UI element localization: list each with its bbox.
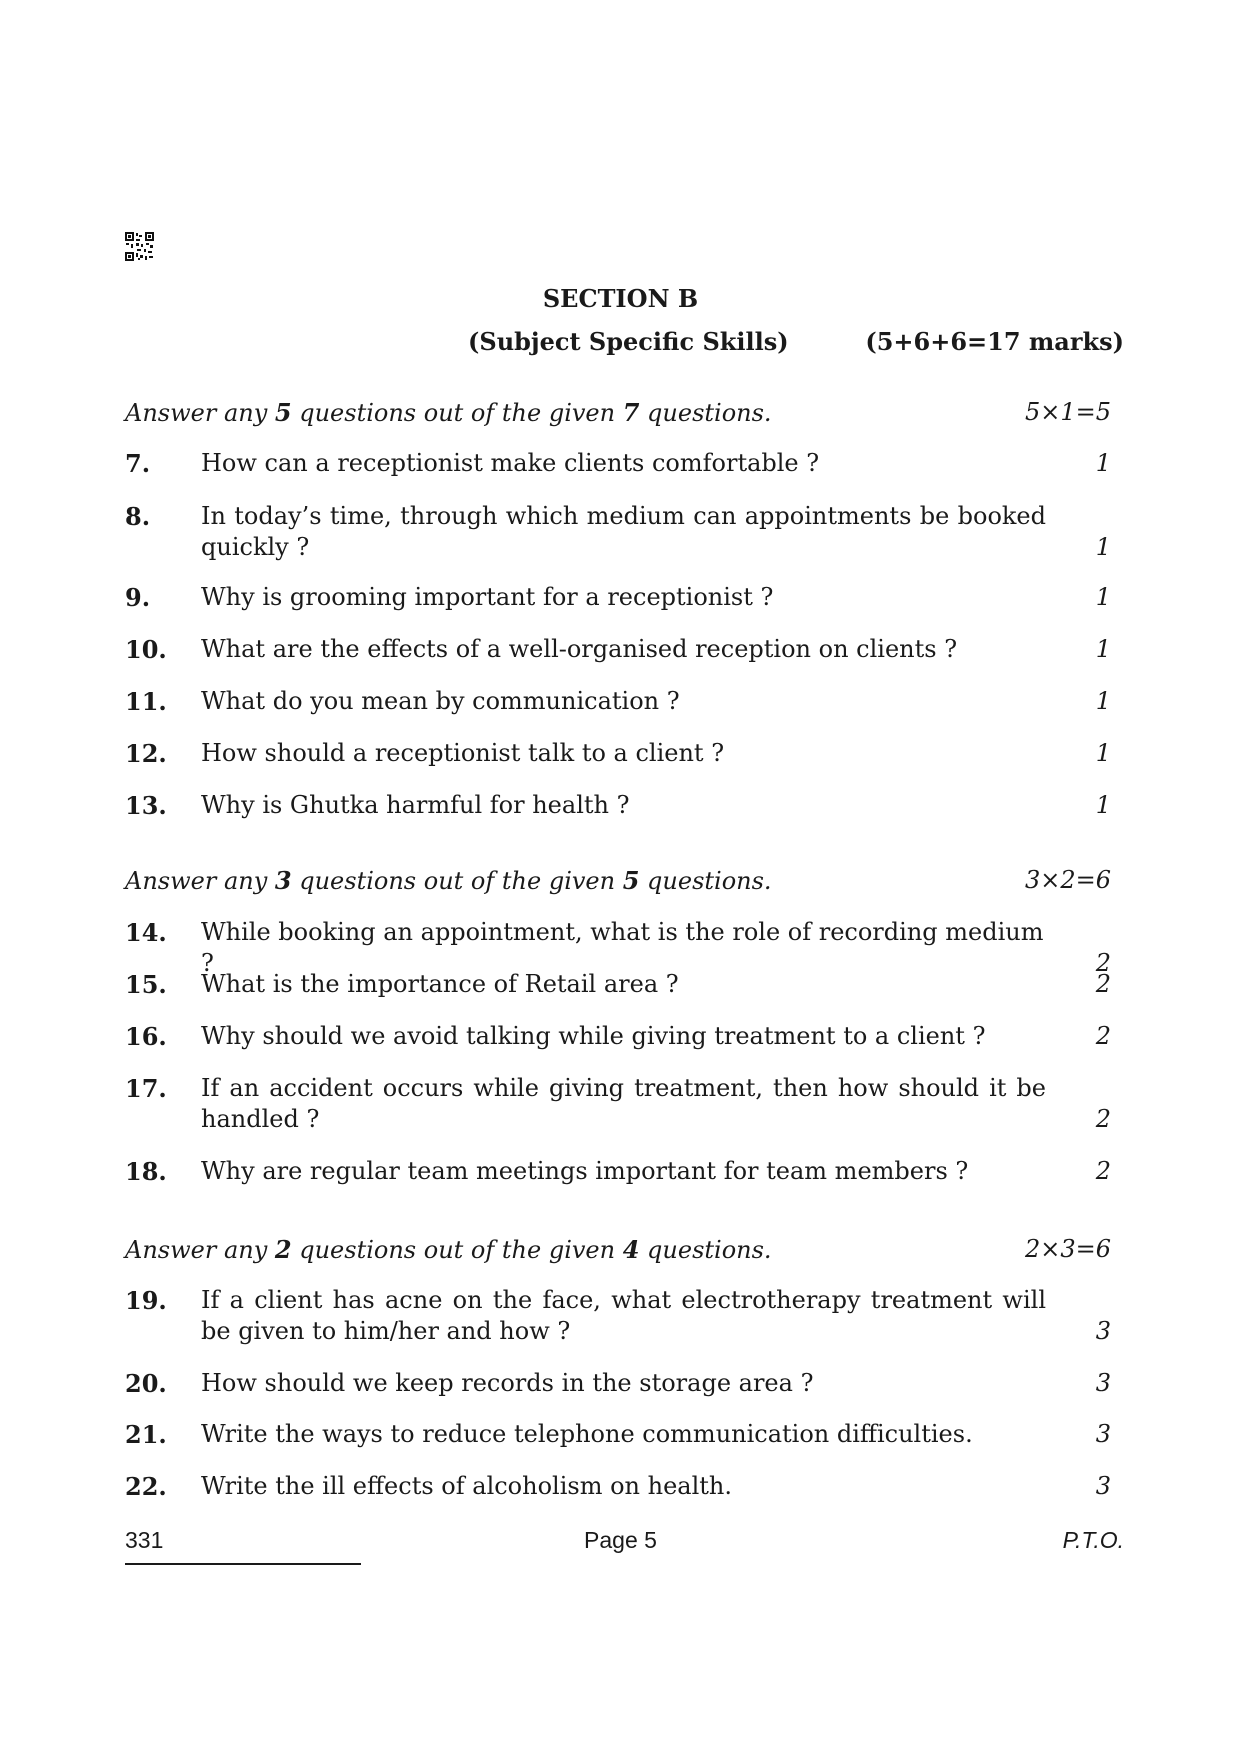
question-text: What is the importance of Retail area ?: [201, 970, 679, 998]
question-number: 21.: [125, 1420, 167, 1449]
section-marks: (5+6+6=17 marks): [865, 327, 1124, 356]
question-number: 19.: [125, 1286, 167, 1315]
question-number: 14.: [125, 918, 167, 947]
question-item: [125, 448, 1111, 479]
question-number: 8.: [125, 502, 151, 531]
question-item: [125, 969, 1111, 1000]
question-mark: 1: [1095, 791, 1111, 819]
question-mark: 2: [1095, 970, 1111, 998]
section-title: SECTION B: [542, 284, 699, 313]
section-subtitle: (Subject Specific Skills): [468, 327, 789, 356]
question-item: [125, 1471, 1111, 1502]
instruction-text: Answer any 3 questions out of the given 5 questions.: [125, 866, 772, 895]
question-mark: 2: [1095, 949, 1111, 977]
question-text: Why should we avoid talking while giving treatment to a client ?: [201, 1022, 986, 1050]
question-mark: 1: [1095, 687, 1111, 715]
question-item: [125, 1073, 1111, 1135]
question-item: [125, 1021, 1111, 1052]
question-number: 11.: [125, 687, 167, 716]
instruction-marks: 2×3=6: [1024, 1235, 1111, 1263]
question-number: 10.: [125, 635, 167, 664]
question-text: What are the effects of a well-organised reception on clients ?: [201, 635, 958, 663]
question-text: If a client has acne on the face, what electrotherapy treatment will be given to him/her and how ?: [201, 1286, 1046, 1345]
question-mark: 1: [1095, 533, 1111, 561]
question-mark: 3: [1095, 1420, 1111, 1448]
question-item: [125, 790, 1111, 821]
question-number: 12.: [125, 739, 167, 768]
question-mark: 2: [1095, 1105, 1111, 1133]
question-item: [125, 1368, 1111, 1399]
code-underline: [125, 1563, 361, 1565]
qr-code-icon: [125, 232, 154, 261]
instruction-marks: 3×2=6: [1024, 866, 1111, 894]
page-number: Page 5: [584, 1527, 657, 1553]
question-mark: 2: [1095, 1022, 1111, 1050]
question-text: If an accident occurs while giving treatment, then how should it be handled ?: [201, 1074, 1046, 1133]
question-mark: 1: [1095, 449, 1111, 477]
question-number: 13.: [125, 791, 167, 820]
question-item: [125, 634, 1111, 665]
question-text: Why is grooming important for a receptionist ?: [201, 583, 774, 611]
question-number: 16.: [125, 1022, 167, 1051]
question-number: 20.: [125, 1369, 167, 1398]
question-mark: 3: [1095, 1317, 1111, 1345]
question-item: [125, 501, 1111, 563]
pto-label: P.T.O.: [1062, 1527, 1124, 1553]
question-number: 18.: [125, 1157, 167, 1186]
question-text: Why is Ghutka harmful for health ?: [201, 791, 630, 819]
question-text: How should we keep records in the storage area ?: [201, 1369, 814, 1397]
question-number: 7.: [125, 449, 151, 478]
question-item: [125, 1156, 1111, 1187]
question-text: How should a receptionist talk to a client ?: [201, 739, 725, 767]
question-mark: 2: [1095, 1157, 1111, 1185]
question-text: While booking an appointment, what is the role of recording medium ?: [201, 918, 1044, 977]
question-item: [125, 738, 1111, 769]
question-number: 15.: [125, 970, 167, 999]
paper-code: 331: [125, 1527, 164, 1553]
question-mark: 3: [1095, 1369, 1111, 1397]
question-mark: 1: [1095, 635, 1111, 663]
question-number: 9.: [125, 583, 151, 612]
question-text: How can a receptionist make clients comfortable ?: [201, 449, 820, 477]
instruction-group-2: [125, 866, 1111, 895]
instruction-group-3: [125, 1235, 1111, 1264]
instruction-marks: 5×1=5: [1024, 398, 1111, 426]
question-mark: 1: [1095, 583, 1111, 611]
question-mark: 3: [1095, 1472, 1111, 1500]
question-item: [125, 582, 1111, 613]
question-item: [125, 1285, 1111, 1347]
instruction-group-1: [125, 398, 1111, 427]
question-mark: 1: [1095, 739, 1111, 767]
question-text: What do you mean by communication ?: [201, 687, 680, 715]
question-item: [125, 686, 1111, 717]
instruction-text: Answer any 5 questions out of the given 7 questions.: [125, 398, 772, 427]
question-text: Write the ways to reduce telephone communication difficulties.: [201, 1420, 973, 1448]
question-number: 17.: [125, 1074, 167, 1103]
question-text: Write the ill effects of alcoholism on health.: [201, 1472, 732, 1500]
question-text: Why are regular team meetings important for team members ?: [201, 1157, 969, 1185]
question-text: In today’s time, through which medium can appointments be booked quickly ?: [201, 502, 1046, 561]
question-item: [125, 1419, 1111, 1450]
question-number: 22.: [125, 1472, 167, 1501]
instruction-text: Answer any 2 questions out of the given 4 questions.: [125, 1235, 772, 1264]
